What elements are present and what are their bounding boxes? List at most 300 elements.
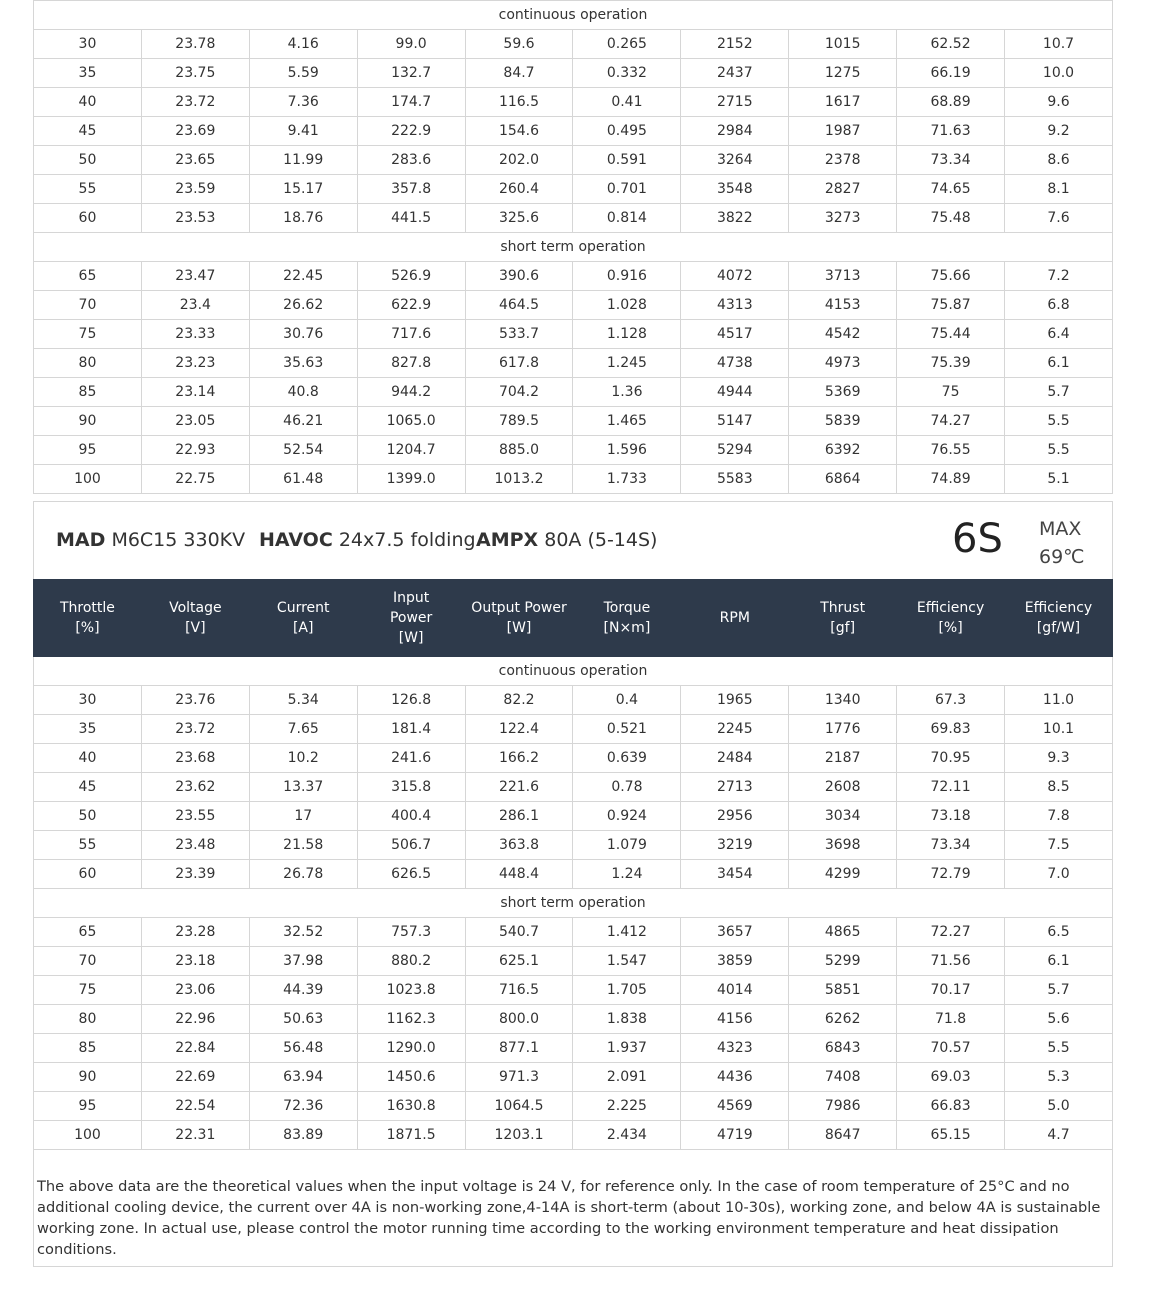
table-cell: 23.48	[141, 831, 249, 860]
table-cell: 1.838	[573, 1005, 681, 1034]
table-cell: 5.3	[1005, 1063, 1113, 1092]
table-row	[34, 291, 1113, 320]
table-cell: 464.5	[465, 291, 573, 320]
table-cell: 717.6	[357, 320, 465, 349]
table-cell: 2152	[681, 30, 789, 59]
table-cell: 95	[34, 1092, 142, 1121]
table-cell: 30	[34, 30, 142, 59]
table-cell: 363.8	[465, 831, 573, 860]
table-cell: 448.4	[465, 860, 573, 889]
table-row	[34, 1034, 1113, 1063]
section-row	[34, 233, 1113, 262]
table-cell: 174.7	[357, 88, 465, 117]
table-cell: 506.7	[357, 831, 465, 860]
table-cell: 3264	[681, 146, 789, 175]
table-cell: 800.0	[465, 1005, 573, 1034]
table-cell: 21.58	[249, 831, 357, 860]
table-cell: 22.96	[141, 1005, 249, 1034]
table-cell: 1.937	[573, 1034, 681, 1063]
table-cell: 90	[34, 1063, 142, 1092]
table-cell: 7.2	[1005, 262, 1113, 291]
table-cell: 4738	[681, 349, 789, 378]
column-header-line: Output Power	[471, 600, 567, 616]
table-row	[34, 802, 1113, 831]
table-cell: 5583	[681, 465, 789, 494]
table-row	[34, 976, 1113, 1005]
table-cell: 1.596	[573, 436, 681, 465]
table-row	[34, 349, 1113, 378]
propeller-model: 24x7.5 folding	[338, 529, 476, 551]
table-row	[34, 918, 1113, 947]
table-cell: 8.1	[1005, 175, 1113, 204]
table-row	[34, 1063, 1113, 1092]
table-cell: 1965	[681, 686, 789, 715]
table-cell: 66.19	[897, 59, 1005, 88]
table-cell: 5.5	[1005, 407, 1113, 436]
table-cell: 23.05	[141, 407, 249, 436]
table-cell: 75.48	[897, 204, 1005, 233]
table-cell: 4.16	[249, 30, 357, 59]
table-cell: 0.814	[573, 204, 681, 233]
table-cell: 60	[34, 860, 142, 889]
table-cell: 827.8	[357, 349, 465, 378]
table-cell: 7986	[789, 1092, 897, 1121]
table-cell: 55	[34, 175, 142, 204]
table-cell: 2.225	[573, 1092, 681, 1121]
table-cell: 4517	[681, 320, 789, 349]
table-cell: 1015	[789, 30, 897, 59]
performance-table-previous	[33, 0, 1113, 494]
table-cell: 3548	[681, 175, 789, 204]
table-cell: 540.7	[465, 918, 573, 947]
table-cell: 7.5	[1005, 831, 1113, 860]
table-cell: 1.36	[573, 378, 681, 407]
table-cell: 74.65	[897, 175, 1005, 204]
table-row	[34, 744, 1113, 773]
table-body	[34, 1, 1113, 494]
table-cell: 10.1	[1005, 715, 1113, 744]
table-cell: 1275	[789, 59, 897, 88]
table-cell: 59.6	[465, 30, 573, 59]
table-row	[34, 146, 1113, 175]
table-cell: 18.76	[249, 204, 357, 233]
section-label: short term operation	[34, 233, 1113, 262]
column-header-line: RPM	[719, 610, 750, 626]
table-cell: 241.6	[357, 744, 465, 773]
table-cell: 4436	[681, 1063, 789, 1092]
table-cell: 122.4	[465, 715, 573, 744]
table-cell: 23.4	[141, 291, 249, 320]
table-cell: 50	[34, 802, 142, 831]
table-cell: 22.69	[141, 1063, 249, 1092]
table-cell: 5147	[681, 407, 789, 436]
column-header-line: [W]	[506, 620, 532, 636]
column-header-line: Throttle	[59, 600, 115, 616]
table-cell: 2713	[681, 773, 789, 802]
table-cell: 68.89	[897, 88, 1005, 117]
table-cell: 2484	[681, 744, 789, 773]
table-cell: 23.72	[141, 88, 249, 117]
table-cell: 7408	[789, 1063, 897, 1092]
table-cell: 0.332	[573, 59, 681, 88]
table-cell: 1.028	[573, 291, 681, 320]
max-label: MAX	[1039, 518, 1082, 540]
table-cell: 4156	[681, 1005, 789, 1034]
column-header	[573, 580, 681, 657]
table-cell: 390.6	[465, 262, 573, 291]
table-cell: 877.1	[465, 1034, 573, 1063]
table-cell: 126.8	[357, 686, 465, 715]
section-label: continuous operation	[34, 1, 1113, 30]
table-cell: 4569	[681, 1092, 789, 1121]
table-cell: 4865	[789, 918, 897, 947]
table-cell: 5.34	[249, 686, 357, 715]
table-cell: 23.72	[141, 715, 249, 744]
table-cell: 0.701	[573, 175, 681, 204]
table-cell: 73.34	[897, 146, 1005, 175]
table-cell: 7.65	[249, 715, 357, 744]
table-cell: 22.84	[141, 1034, 249, 1063]
table-cell: 0.41	[573, 88, 681, 117]
table-cell: 44.39	[249, 976, 357, 1005]
table-cell: 944.2	[357, 378, 465, 407]
table-cell: 6.1	[1005, 349, 1113, 378]
table-cell: 315.8	[357, 773, 465, 802]
table-cell: 0.495	[573, 117, 681, 146]
table-cell: 74.89	[897, 465, 1005, 494]
table-cell: 72.11	[897, 773, 1005, 802]
table-cell: 56.48	[249, 1034, 357, 1063]
table-cell: 1.24	[573, 860, 681, 889]
table-cell: 3713	[789, 262, 897, 291]
table-row	[34, 407, 1113, 436]
table-cell: 0.591	[573, 146, 681, 175]
table-cell: 8.5	[1005, 773, 1113, 802]
table-cell: 617.8	[465, 349, 573, 378]
table-row	[34, 320, 1113, 349]
table-cell: 0.4	[573, 686, 681, 715]
table-row	[34, 117, 1113, 146]
table-cell: 7.8	[1005, 802, 1113, 831]
table-cell: 2.434	[573, 1121, 681, 1150]
table-row	[34, 773, 1113, 802]
table-cell: 789.5	[465, 407, 573, 436]
table-cell: 80	[34, 349, 142, 378]
table-body	[34, 657, 1113, 1150]
table-cell: 1987	[789, 117, 897, 146]
table-cell: 9.3	[1005, 744, 1113, 773]
table-cell: 9.2	[1005, 117, 1113, 146]
table-cell: 1776	[789, 715, 897, 744]
column-header-line: Current	[276, 600, 330, 616]
column-header-line: Power	[389, 610, 433, 626]
table-cell: 70.95	[897, 744, 1005, 773]
table-cell: 82.2	[465, 686, 573, 715]
table-cell: 1871.5	[357, 1121, 465, 1150]
performance-table	[33, 579, 1113, 1150]
table-cell: 260.4	[465, 175, 573, 204]
column-header-line: [gf]	[830, 620, 856, 636]
table-cell: 23.75	[141, 59, 249, 88]
table-cell: 5.59	[249, 59, 357, 88]
table-cell: 1290.0	[357, 1034, 465, 1063]
table-cell: 52.54	[249, 436, 357, 465]
table-row	[34, 88, 1113, 117]
column-header-line: Efficiency	[1024, 600, 1093, 616]
table-cell: 1023.8	[357, 976, 465, 1005]
table-cell: 70	[34, 947, 142, 976]
table-row	[34, 175, 1113, 204]
table-row	[34, 1092, 1113, 1121]
table-cell: 62.52	[897, 30, 1005, 59]
table-cell: 5.1	[1005, 465, 1113, 494]
table-cell: 72.79	[897, 860, 1005, 889]
table-cell: 0.639	[573, 744, 681, 773]
table-cell: 1204.7	[357, 436, 465, 465]
table-row	[34, 204, 1113, 233]
battery-voltage: 6S	[952, 516, 1003, 562]
table-row	[34, 1005, 1113, 1034]
table-cell: 72.27	[897, 918, 1005, 947]
table-cell: 116.5	[465, 88, 573, 117]
table-cell: 132.7	[357, 59, 465, 88]
table-cell: 181.4	[357, 715, 465, 744]
table-cell: 26.62	[249, 291, 357, 320]
motor-brand: MAD	[56, 529, 106, 551]
table-cell: 46.21	[249, 407, 357, 436]
column-header	[1005, 580, 1113, 657]
table-cell: 90	[34, 407, 142, 436]
table-cell: 3454	[681, 860, 789, 889]
table-cell: 23.28	[141, 918, 249, 947]
column-header-line: [N×m]	[603, 620, 651, 636]
table-cell: 80	[34, 1005, 142, 1034]
table-cell: 23.14	[141, 378, 249, 407]
table-cell: 3698	[789, 831, 897, 860]
table-cell: 72.36	[249, 1092, 357, 1121]
table-cell: 85	[34, 1034, 142, 1063]
data-table-top-section	[33, 0, 1113, 494]
table-cell: 4719	[681, 1121, 789, 1150]
column-header	[465, 580, 573, 657]
table-cell: 3657	[681, 918, 789, 947]
table-cell: 23.06	[141, 976, 249, 1005]
table-cell: 75	[34, 320, 142, 349]
table-cell: 55	[34, 831, 142, 860]
table-cell: 4014	[681, 976, 789, 1005]
table-cell: 23.78	[141, 30, 249, 59]
table-cell: 23.62	[141, 773, 249, 802]
table-cell: 526.9	[357, 262, 465, 291]
table-cell: 22.45	[249, 262, 357, 291]
max-temp-value: 69℃	[1039, 546, 1085, 568]
table-cell: 35	[34, 59, 142, 88]
table-cell: 4542	[789, 320, 897, 349]
table-cell: 65.15	[897, 1121, 1005, 1150]
table-cell: 6.5	[1005, 918, 1113, 947]
table-cell: 23.39	[141, 860, 249, 889]
column-header	[681, 580, 789, 657]
table-cell: 45	[34, 117, 142, 146]
column-header-line: Thrust	[820, 600, 866, 616]
table-cell: 1617	[789, 88, 897, 117]
table-cell: 83.89	[249, 1121, 357, 1150]
table-cell: 2.091	[573, 1063, 681, 1092]
table-cell: 50	[34, 146, 142, 175]
table-cell: 22.31	[141, 1121, 249, 1150]
propeller-spec	[259, 529, 476, 551]
table-cell: 65	[34, 262, 142, 291]
table-cell: 5294	[681, 436, 789, 465]
table-cell: 7.0	[1005, 860, 1113, 889]
column-header-line: [V]	[185, 620, 206, 636]
table-cell: 4973	[789, 349, 897, 378]
esc-model: 80A (5-14S)	[544, 529, 658, 551]
table-cell: 2715	[681, 88, 789, 117]
table-cell: 45	[34, 773, 142, 802]
column-header-line: [W]	[398, 630, 424, 646]
column-header-line: Voltage	[169, 600, 222, 616]
table-cell: 1065.0	[357, 407, 465, 436]
table-row	[34, 686, 1113, 715]
table-cell: 625.1	[465, 947, 573, 976]
table-cell: 23.55	[141, 802, 249, 831]
table-cell: 154.6	[465, 117, 573, 146]
table-row	[34, 947, 1113, 976]
table-cell: 4072	[681, 262, 789, 291]
column-header-line: [%]	[938, 620, 963, 636]
table-cell: 1.245	[573, 349, 681, 378]
column-header-line: [%]	[75, 620, 100, 636]
table-cell: 880.2	[357, 947, 465, 976]
table-cell: 5.5	[1005, 1034, 1113, 1063]
table-cell: 2187	[789, 744, 897, 773]
table-cell: 23.18	[141, 947, 249, 976]
table-cell: 971.3	[465, 1063, 573, 1092]
table-cell: 6864	[789, 465, 897, 494]
table-cell: 5299	[789, 947, 897, 976]
column-header	[141, 580, 249, 657]
section-label: short term operation	[34, 889, 1113, 918]
table-cell: 70.57	[897, 1034, 1005, 1063]
table-cell: 23.68	[141, 744, 249, 773]
table-cell: 73.34	[897, 831, 1005, 860]
table-cell: 2956	[681, 802, 789, 831]
table-cell: 5.7	[1005, 378, 1113, 407]
motor-model: M6C15 330KV	[111, 529, 246, 551]
table-cell: 5.6	[1005, 1005, 1113, 1034]
table-cell: 22.54	[141, 1092, 249, 1121]
table-cell: 70	[34, 291, 142, 320]
column-header-line: [gf/W]	[1036, 620, 1081, 636]
table-cell: 757.3	[357, 918, 465, 947]
table-cell: 15.17	[249, 175, 357, 204]
table-cell: 75.87	[897, 291, 1005, 320]
column-header-line: Input	[392, 590, 430, 606]
table-cell: 1.412	[573, 918, 681, 947]
table-cell: 1.547	[573, 947, 681, 976]
disclaimer-note	[33, 1150, 1113, 1267]
table-cell: 75	[897, 378, 1005, 407]
table-row	[34, 860, 1113, 889]
table-cell: 71.56	[897, 947, 1005, 976]
table-cell: 1.733	[573, 465, 681, 494]
table-cell: 100	[34, 465, 142, 494]
note-text: The above data are the theoretical values when the input voltage is 24 V, for reference only. In the case of room temperature of 25°C and no additional cooling device, the current over 4A is non-working zone,4-14A is short-term (about 10-30s), working zone, and below 4A is sustainable working zone. In actual use, please control the motor running time according to the working environment temperature and heat dissipation conditions.	[37, 1178, 1101, 1258]
table-cell: 6.8	[1005, 291, 1113, 320]
table-cell: 885.0	[465, 436, 573, 465]
table-header	[34, 580, 1113, 657]
table-cell: 5839	[789, 407, 897, 436]
table-cell: 9.41	[249, 117, 357, 146]
table-cell: 6.4	[1005, 320, 1113, 349]
table-cell: 10.2	[249, 744, 357, 773]
table-cell: 1630.8	[357, 1092, 465, 1121]
table-cell: 0.916	[573, 262, 681, 291]
table-cell: 622.9	[357, 291, 465, 320]
table-cell: 23.23	[141, 349, 249, 378]
section-row	[34, 1, 1113, 30]
table-cell: 10.7	[1005, 30, 1113, 59]
table-cell: 23.53	[141, 204, 249, 233]
table-cell: 30	[34, 686, 142, 715]
table-cell: 5851	[789, 976, 897, 1005]
table-cell: 23.69	[141, 117, 249, 146]
table-cell: 11.99	[249, 146, 357, 175]
table-cell: 1399.0	[357, 465, 465, 494]
table-cell: 4153	[789, 291, 897, 320]
table-cell: 23.33	[141, 320, 249, 349]
table-cell: 166.2	[465, 744, 573, 773]
table-cell: 65	[34, 918, 142, 947]
data-table-main-section	[33, 579, 1113, 1150]
table-cell: 23.65	[141, 146, 249, 175]
table-cell: 66.83	[897, 1092, 1005, 1121]
table-cell: 9.6	[1005, 88, 1113, 117]
table-row	[34, 715, 1113, 744]
table-cell: 70.17	[897, 976, 1005, 1005]
table-cell: 716.5	[465, 976, 573, 1005]
table-cell: 2245	[681, 715, 789, 744]
table-cell: 2437	[681, 59, 789, 88]
table-cell: 71.8	[897, 1005, 1005, 1034]
table-cell: 22.93	[141, 436, 249, 465]
section-row	[34, 889, 1113, 918]
table-cell: 533.7	[465, 320, 573, 349]
table-cell: 11.0	[1005, 686, 1113, 715]
table-cell: 1.128	[573, 320, 681, 349]
table-cell: 5.0	[1005, 1092, 1113, 1121]
table-cell: 1162.3	[357, 1005, 465, 1034]
table-cell: 2378	[789, 146, 897, 175]
table-cell: 0.265	[573, 30, 681, 59]
table-row	[34, 1121, 1113, 1150]
table-cell: 1.705	[573, 976, 681, 1005]
table-cell: 1.079	[573, 831, 681, 860]
column-header-line: Efficiency	[916, 600, 985, 616]
table-cell: 4.7	[1005, 1121, 1113, 1150]
section-row	[34, 657, 1113, 686]
table-row	[34, 262, 1113, 291]
table-cell: 37.98	[249, 947, 357, 976]
column-header-line: [A]	[292, 620, 314, 636]
table-cell: 74.27	[897, 407, 1005, 436]
table-row	[34, 30, 1113, 59]
table-cell: 61.48	[249, 465, 357, 494]
table-cell: 4299	[789, 860, 897, 889]
table-cell: 75	[34, 976, 142, 1005]
table-cell: 6262	[789, 1005, 897, 1034]
